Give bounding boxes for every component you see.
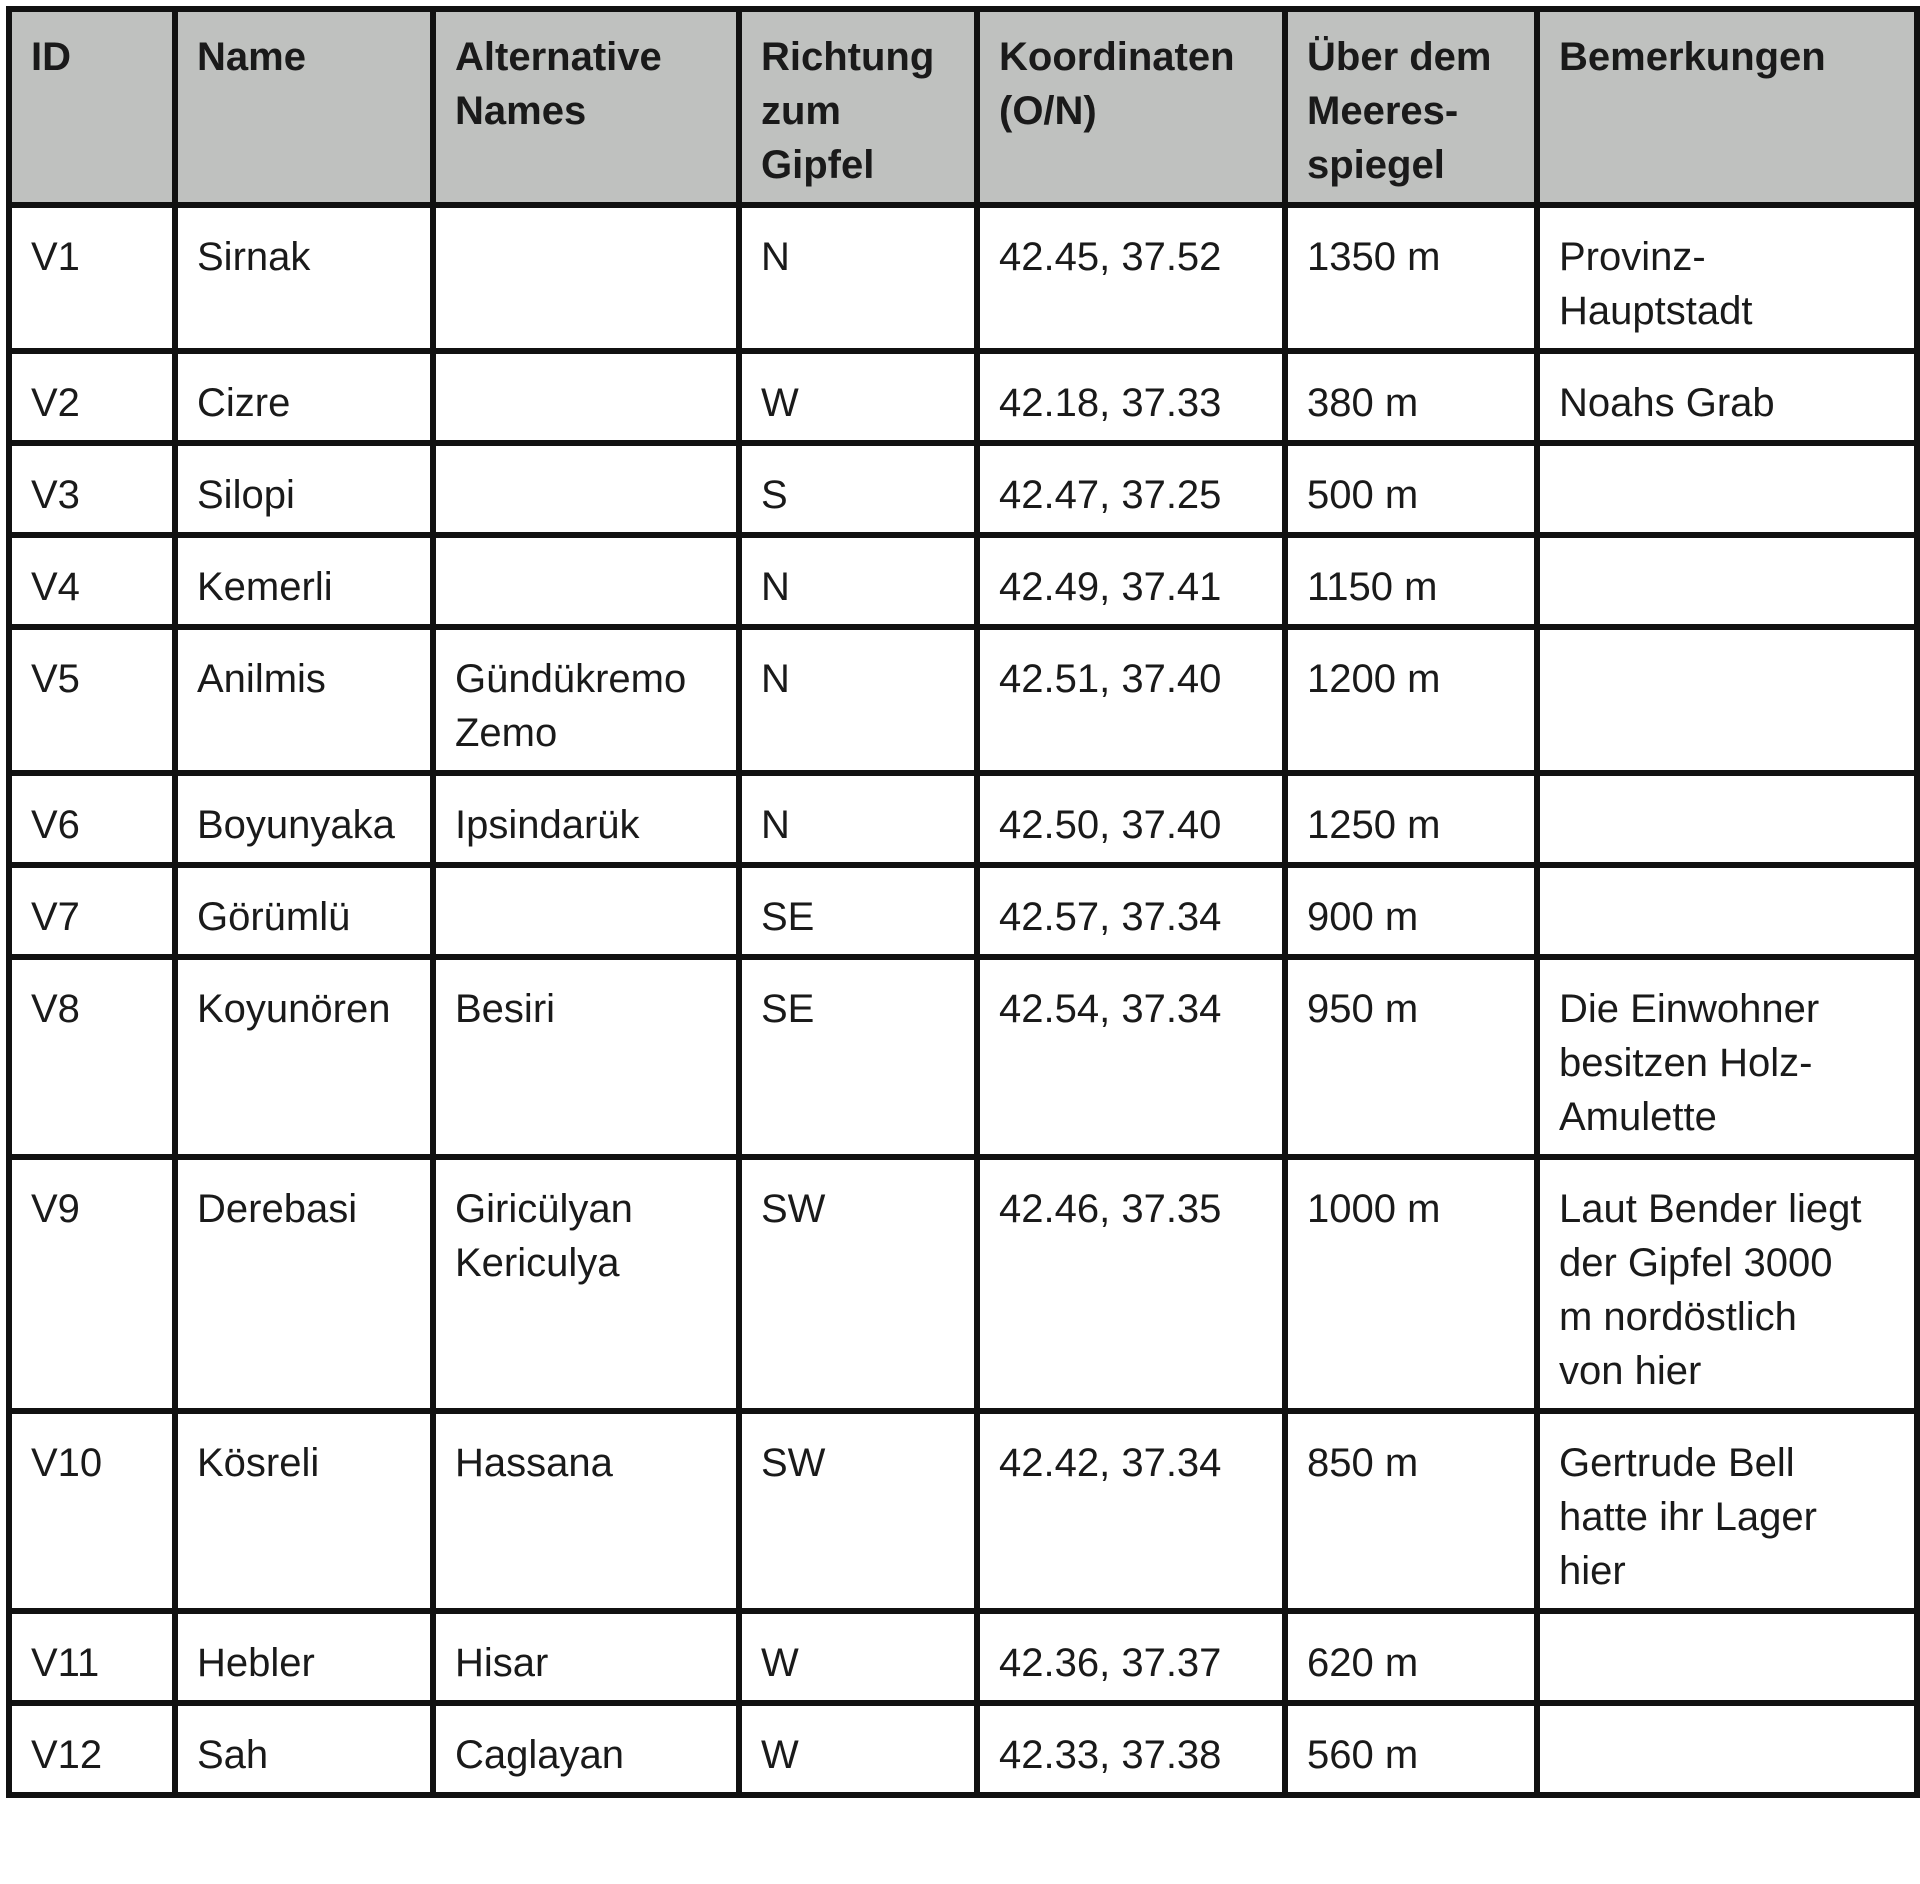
cell-coordinates: 42.54, 37.34 — [977, 957, 1285, 1157]
cell-elevation: 1250 m — [1285, 773, 1537, 865]
cell-elevation: 1000 m — [1285, 1157, 1537, 1411]
cell-name: Kemerli — [175, 535, 433, 627]
cell-elevation: 1150 m — [1285, 535, 1537, 627]
cell-remarks — [1537, 443, 1917, 535]
table-row — [9, 957, 1917, 1157]
cell-id: V9 — [9, 1157, 175, 1411]
table-row — [9, 1703, 1917, 1795]
cell-alternative-names: Hassana — [433, 1411, 739, 1611]
cell-id: V3 — [9, 443, 175, 535]
cell-direction: N — [739, 627, 977, 773]
villages-table — [6, 6, 1920, 1798]
cell-alternative-names — [433, 865, 739, 957]
cell-name: Sah — [175, 1703, 433, 1795]
cell-alternative-names — [433, 205, 739, 351]
cell-remarks — [1537, 1611, 1917, 1703]
cell-name: Görümlü — [175, 865, 433, 957]
cell-elevation: 850 m — [1285, 1411, 1537, 1611]
header-elevation: Über dem Meeres- spiegel — [1285, 9, 1537, 205]
cell-coordinates: 42.49, 37.41 — [977, 535, 1285, 627]
table-row — [9, 535, 1917, 627]
cell-alternative-names: Gündükremo Zemo — [433, 627, 739, 773]
cell-elevation: 560 m — [1285, 1703, 1537, 1795]
cell-alternative-names: Caglayan — [433, 1703, 739, 1795]
cell-id: V11 — [9, 1611, 175, 1703]
cell-alternative-names: Giricülyan Kericulya — [433, 1157, 739, 1411]
cell-direction: SW — [739, 1411, 977, 1611]
cell-direction: N — [739, 773, 977, 865]
table-body — [9, 205, 1917, 1795]
cell-coordinates: 42.46, 37.35 — [977, 1157, 1285, 1411]
cell-direction: W — [739, 1703, 977, 1795]
cell-elevation: 1350 m — [1285, 205, 1537, 351]
cell-direction: N — [739, 535, 977, 627]
cell-remarks — [1537, 1703, 1917, 1795]
cell-coordinates: 42.57, 37.34 — [977, 865, 1285, 957]
cell-remarks: Gertrude Bell hatte ihr Lager hier — [1537, 1411, 1917, 1611]
cell-alternative-names — [433, 443, 739, 535]
cell-elevation: 500 m — [1285, 443, 1537, 535]
cell-alternative-names — [433, 351, 739, 443]
cell-elevation: 380 m — [1285, 351, 1537, 443]
cell-direction: S — [739, 443, 977, 535]
cell-coordinates: 42.47, 37.25 — [977, 443, 1285, 535]
cell-elevation: 950 m — [1285, 957, 1537, 1157]
cell-coordinates: 42.36, 37.37 — [977, 1611, 1285, 1703]
cell-id: V6 — [9, 773, 175, 865]
cell-name: Anilmis — [175, 627, 433, 773]
table-row — [9, 1411, 1917, 1611]
cell-id: V4 — [9, 535, 175, 627]
cell-remarks — [1537, 627, 1917, 773]
cell-elevation: 900 m — [1285, 865, 1537, 957]
table-row — [9, 443, 1917, 535]
cell-id: V7 — [9, 865, 175, 957]
cell-direction: SE — [739, 865, 977, 957]
cell-alternative-names: Besiri — [433, 957, 739, 1157]
cell-name: Koyunören — [175, 957, 433, 1157]
cell-name: Sirnak — [175, 205, 433, 351]
cell-remarks: Noahs Grab — [1537, 351, 1917, 443]
cell-direction: W — [739, 1611, 977, 1703]
cell-id: V2 — [9, 351, 175, 443]
table-header-row — [9, 9, 1917, 205]
header-id: ID — [9, 9, 175, 205]
header-coordinates: Koordinaten (O/N) — [977, 9, 1285, 205]
cell-coordinates: 42.42, 37.34 — [977, 1411, 1285, 1611]
header-name: Name — [175, 9, 433, 205]
table-row — [9, 627, 1917, 773]
cell-id: V10 — [9, 1411, 175, 1611]
cell-coordinates: 42.50, 37.40 — [977, 773, 1285, 865]
cell-name: Cizre — [175, 351, 433, 443]
cell-elevation: 1200 m — [1285, 627, 1537, 773]
table-row — [9, 351, 1917, 443]
cell-elevation: 620 m — [1285, 1611, 1537, 1703]
cell-id: V8 — [9, 957, 175, 1157]
cell-id: V1 — [9, 205, 175, 351]
cell-name: Silopi — [175, 443, 433, 535]
cell-alternative-names: Hisar — [433, 1611, 739, 1703]
header-alternative-names: Alternative Names — [433, 9, 739, 205]
table-row — [9, 205, 1917, 351]
cell-direction: N — [739, 205, 977, 351]
cell-coordinates: 42.45, 37.52 — [977, 205, 1285, 351]
cell-alternative-names: Ipsindarük — [433, 773, 739, 865]
cell-coordinates: 42.51, 37.40 — [977, 627, 1285, 773]
cell-name: Kösreli — [175, 1411, 433, 1611]
cell-remarks — [1537, 773, 1917, 865]
cell-direction: SE — [739, 957, 977, 1157]
cell-alternative-names — [433, 535, 739, 627]
table-row — [9, 773, 1917, 865]
table-row — [9, 1157, 1917, 1411]
cell-direction: W — [739, 351, 977, 443]
cell-remarks — [1537, 865, 1917, 957]
cell-name: Boyunyaka — [175, 773, 433, 865]
table-row — [9, 865, 1917, 957]
cell-direction: SW — [739, 1157, 977, 1411]
cell-coordinates: 42.33, 37.38 — [977, 1703, 1285, 1795]
cell-remarks: Die Einwohner besitzen Holz- Amulette — [1537, 957, 1917, 1157]
header-direction-to-summit: Richtung zum Gipfel — [739, 9, 977, 205]
cell-id: V12 — [9, 1703, 175, 1795]
cell-remarks: Laut Bender liegt der Gipfel 3000 m nordöstlich von hier — [1537, 1157, 1917, 1411]
cell-remarks — [1537, 535, 1917, 627]
cell-remarks: Provinz- Hauptstadt — [1537, 205, 1917, 351]
table-row — [9, 1611, 1917, 1703]
villages-table-container — [6, 6, 1920, 1798]
cell-name: Derebasi — [175, 1157, 433, 1411]
header-remarks: Bemerkungen — [1537, 9, 1917, 205]
cell-id: V5 — [9, 627, 175, 773]
cell-name: Hebler — [175, 1611, 433, 1703]
cell-coordinates: 42.18, 37.33 — [977, 351, 1285, 443]
